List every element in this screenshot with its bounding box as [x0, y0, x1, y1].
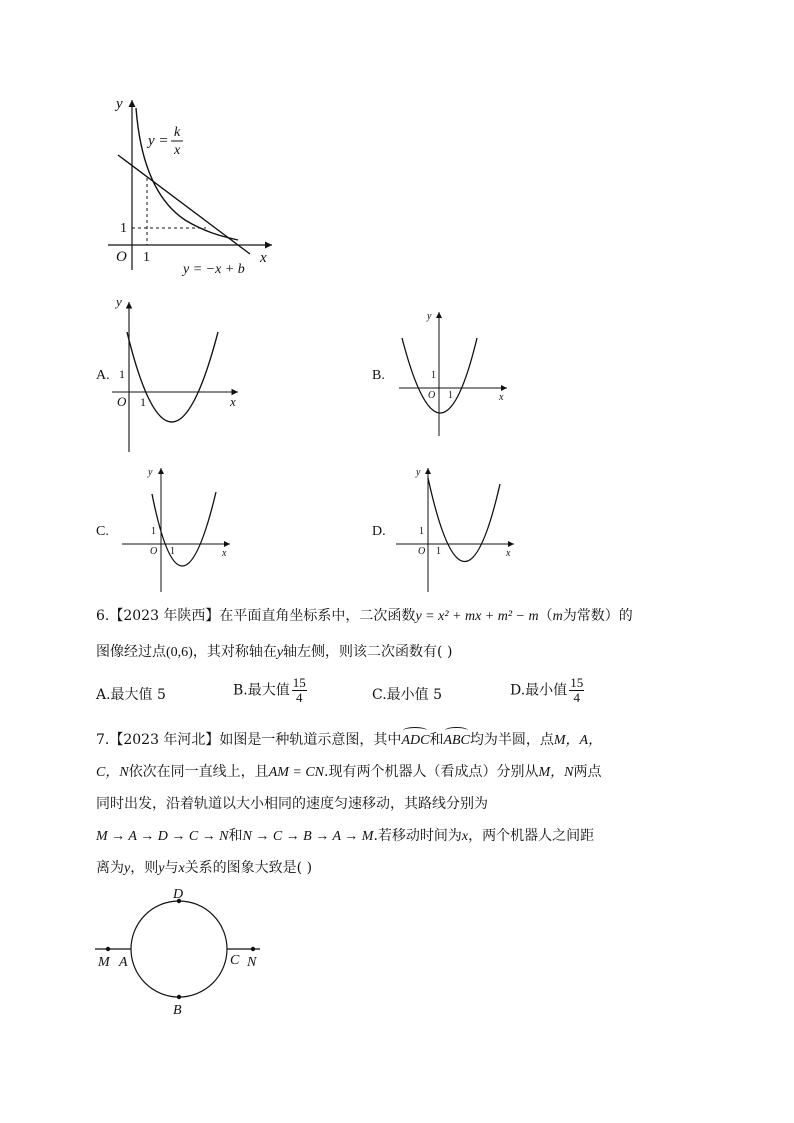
tick-x-label: 1 — [143, 250, 150, 265]
q7-line-1 — [96, 730, 602, 751]
label-n: N — [247, 955, 257, 970]
q7-l1-b: 和 — [429, 732, 444, 748]
line-label: y = −x + b — [183, 262, 245, 277]
q7-l2-b: 依次在同一直线上，且 — [128, 764, 269, 780]
q6-line2-a: 图像经过点 — [96, 644, 166, 660]
y-axis-label: y — [116, 294, 122, 309]
q6-point: (0,6) — [166, 645, 193, 660]
q6-line-2 — [96, 642, 452, 663]
label-c: C — [230, 953, 240, 968]
q7-line-2 — [96, 762, 601, 783]
straight-line — [118, 155, 250, 254]
origin-label: O — [117, 394, 127, 409]
tick-y-label: 1 — [119, 367, 125, 381]
q7-path-1: M → A → D → C → N — [96, 829, 229, 844]
q7-path-2: N → C → B → A → M — [242, 829, 374, 844]
q7-line-4 — [96, 826, 594, 847]
q7-l2-e: 两点 — [573, 764, 602, 780]
hyperbola-curve — [136, 108, 238, 240]
q7-l1-c: 均为半圆，点 — [469, 732, 554, 748]
q7-l4-d: ，两个机器人之间距 — [468, 828, 595, 844]
track-diagram — [90, 882, 280, 1022]
q6-choice-b[interactable] — [233, 676, 309, 705]
q7-arc-adc: ADC — [401, 731, 429, 751]
q7-l4-b: 和 — [228, 828, 243, 844]
q7-l5-d: 关系的图象大致是( ) — [184, 860, 313, 876]
origin-label: O — [150, 546, 158, 557]
curve-label-den: x — [174, 143, 181, 158]
tick-y-label: 1 — [419, 526, 424, 537]
q6-choice-b-fraction — [292, 676, 307, 705]
y-axis-label: y — [416, 467, 421, 478]
q6-paren: （ — [538, 608, 553, 624]
q6-choice-c[interactable] — [372, 684, 442, 704]
track-circle — [131, 901, 227, 997]
point-n — [251, 947, 255, 951]
tick-y-label: 1 — [151, 526, 156, 537]
q6-choice-d-den: 4 — [573, 690, 580, 705]
q7-l1-d: M，A， — [553, 733, 603, 748]
q6-choice-c-text: C.最小值 5 — [372, 687, 443, 703]
q7-l2-c: .现有两个机器人（看成点）分别从 — [324, 764, 539, 780]
q6-choice-a[interactable] — [96, 684, 166, 704]
q6-yvar: y — [276, 645, 284, 660]
tick-x-label: 1 — [436, 546, 441, 557]
tick-x-label: 1 — [448, 390, 453, 401]
x-axis-label: x — [499, 392, 504, 403]
option-c-letter[interactable]: C. — [96, 524, 109, 539]
point-m — [106, 947, 110, 951]
q6-prefix: 6.【2023 年陕西】在平面直角坐标系中，二次函数 — [96, 608, 416, 624]
tick-x-label: 1 — [170, 546, 175, 557]
q6-choice-d-text: D.最小值 — [510, 682, 568, 699]
q7-l4-x: x — [461, 829, 469, 844]
q6-paren-text: 为常数）的 — [562, 608, 633, 624]
q6-line2-c: 轴左侧，则该二次函数有( ) — [283, 644, 453, 660]
label-m: M — [98, 955, 110, 970]
q6-line2-b: ，其对称轴在 — [192, 644, 277, 660]
y-axis-label: y — [427, 311, 432, 322]
option-b-letter[interactable]: B. — [372, 368, 385, 383]
q6-choice-d[interactable] — [510, 676, 586, 705]
q7-line-5 — [96, 858, 312, 879]
q7-l5-a: 离为 — [96, 860, 124, 876]
curve-label-num: k — [174, 125, 181, 140]
q6-choice-a-text: A.最大值 5 — [96, 687, 166, 703]
tick-y-label: 1 — [431, 370, 436, 381]
x-axis-label: x — [260, 250, 267, 266]
q7-l5-y2: y — [158, 861, 165, 876]
q6-m: m — [552, 609, 563, 624]
q6-choice-d-num: 15 — [570, 675, 584, 690]
q6-choice-b-text: B.最大值 — [233, 682, 290, 699]
tick-x-label: 1 — [140, 395, 146, 409]
point-b — [177, 995, 181, 999]
q7-line-3 — [96, 794, 488, 814]
q7-l5-x: x — [178, 861, 185, 876]
curve-label-lhs: y = — [148, 133, 169, 149]
parabola — [152, 492, 216, 566]
q7-l2-eq: AM = CN — [268, 765, 325, 780]
q6-choice-d-fraction — [569, 676, 584, 705]
label-b: B — [173, 1003, 182, 1018]
q6-function: y = x² + mx + m² − m — [415, 609, 539, 624]
y-axis-label: y — [116, 96, 123, 112]
q7-l5-b: ，则 — [130, 860, 159, 876]
y-axis-label: y — [148, 467, 153, 478]
x-axis-label: x — [506, 548, 511, 559]
q6-choice-b-den: 4 — [296, 690, 303, 705]
tick-y-label: 1 — [120, 221, 127, 236]
q7-arc-abc: ABC — [443, 731, 469, 751]
option-a-letter[interactable]: A. — [96, 368, 110, 383]
option-d-graph[interactable] — [392, 464, 522, 594]
origin-label: O — [428, 390, 436, 401]
q7-l5-c: 与 — [164, 860, 179, 876]
x-axis-label: x — [230, 394, 236, 409]
q7-l5-y: y — [124, 861, 131, 876]
q7-l4-c: .若移动时间为 — [373, 828, 462, 844]
q7-l2-d: M，N — [538, 765, 574, 780]
option-a-graph[interactable] — [108, 290, 248, 455]
option-c-graph[interactable] — [118, 464, 238, 594]
q7-l1-a: 7.【2023 年河北】如图是一种轨道示意图，其中 — [96, 732, 402, 748]
label-a: A — [119, 955, 128, 970]
q7-l3: 同时出发，沿着轨道以大小相同的速度匀速移动，其路线分别为 — [96, 796, 488, 812]
origin-label: O — [418, 546, 426, 557]
option-d-letter[interactable]: D. — [372, 524, 386, 539]
label-d: D — [173, 887, 184, 902]
q6-choice-b-num: 15 — [292, 675, 306, 690]
top-graph — [100, 90, 300, 280]
origin-label: O — [116, 249, 127, 265]
option-b-graph[interactable] — [395, 308, 515, 438]
q7-l2-a: C，N — [96, 765, 129, 780]
q6-line-1 — [96, 606, 633, 627]
x-axis-label: x — [222, 548, 227, 559]
